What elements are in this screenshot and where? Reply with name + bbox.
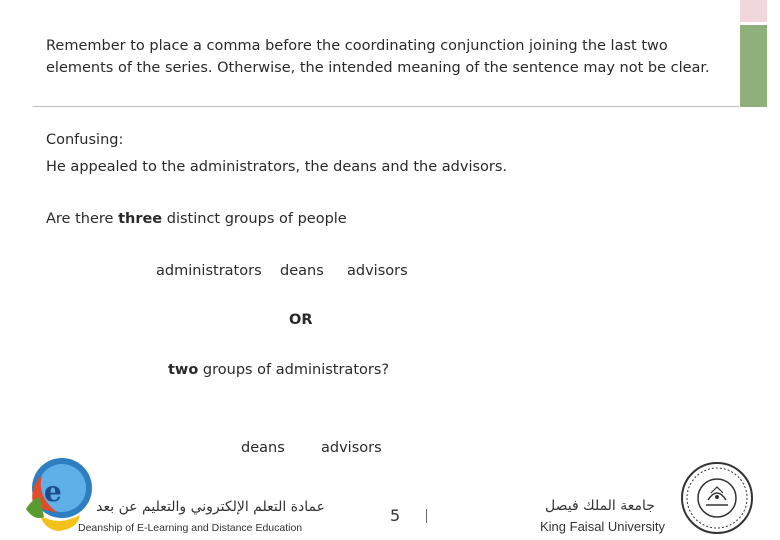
or-label: OR: [289, 312, 313, 328]
footer-deanship-english: Deanship of E-Learning and Distance Education: [78, 522, 303, 534]
header-note: Remember to place a comma before the coordinating conjunction joining the last two elements of the series. Otherwise, the intended meaning of the sentence may not be clear.: [46, 38, 710, 76]
header-divider: [33, 106, 739, 107]
footer-university-arabic: جامعة الملك فيصل: [545, 498, 655, 514]
group-advisors: advisors: [347, 263, 408, 279]
page-separator: [426, 509, 427, 523]
question-bold-three: three: [118, 211, 163, 227]
footer-deanship-arabic: عمادة التعلم الإلكتروني والتعليم عن بعد: [96, 499, 325, 515]
question-suffix: distinct groups of people: [162, 211, 347, 227]
group-deans: deans: [280, 263, 324, 279]
subgroup-deans: deans: [241, 440, 285, 456]
confusing-label: Confusing:: [46, 132, 124, 148]
page-number: 5: [390, 506, 401, 525]
subgroup-advisors: advisors: [321, 440, 382, 456]
decorative-green-bar: [740, 25, 767, 107]
example-sentence: He appealed to the administrators, the deans and the advisors.: [46, 159, 508, 175]
group-administrators: administrators: [156, 263, 262, 279]
university-seal-icon: [678, 460, 756, 536]
two-suffix: groups of administrators?: [198, 362, 390, 378]
decorative-pink-bar: [740, 0, 767, 22]
question-prefix: Are there: [46, 211, 119, 227]
footer-university-english: King Faisal University: [540, 519, 665, 534]
question-three-groups: [46, 208, 347, 230]
question-two-groups: [168, 359, 389, 381]
question-bold-two: two: [168, 362, 199, 378]
svg-text:e: e: [44, 475, 62, 508]
